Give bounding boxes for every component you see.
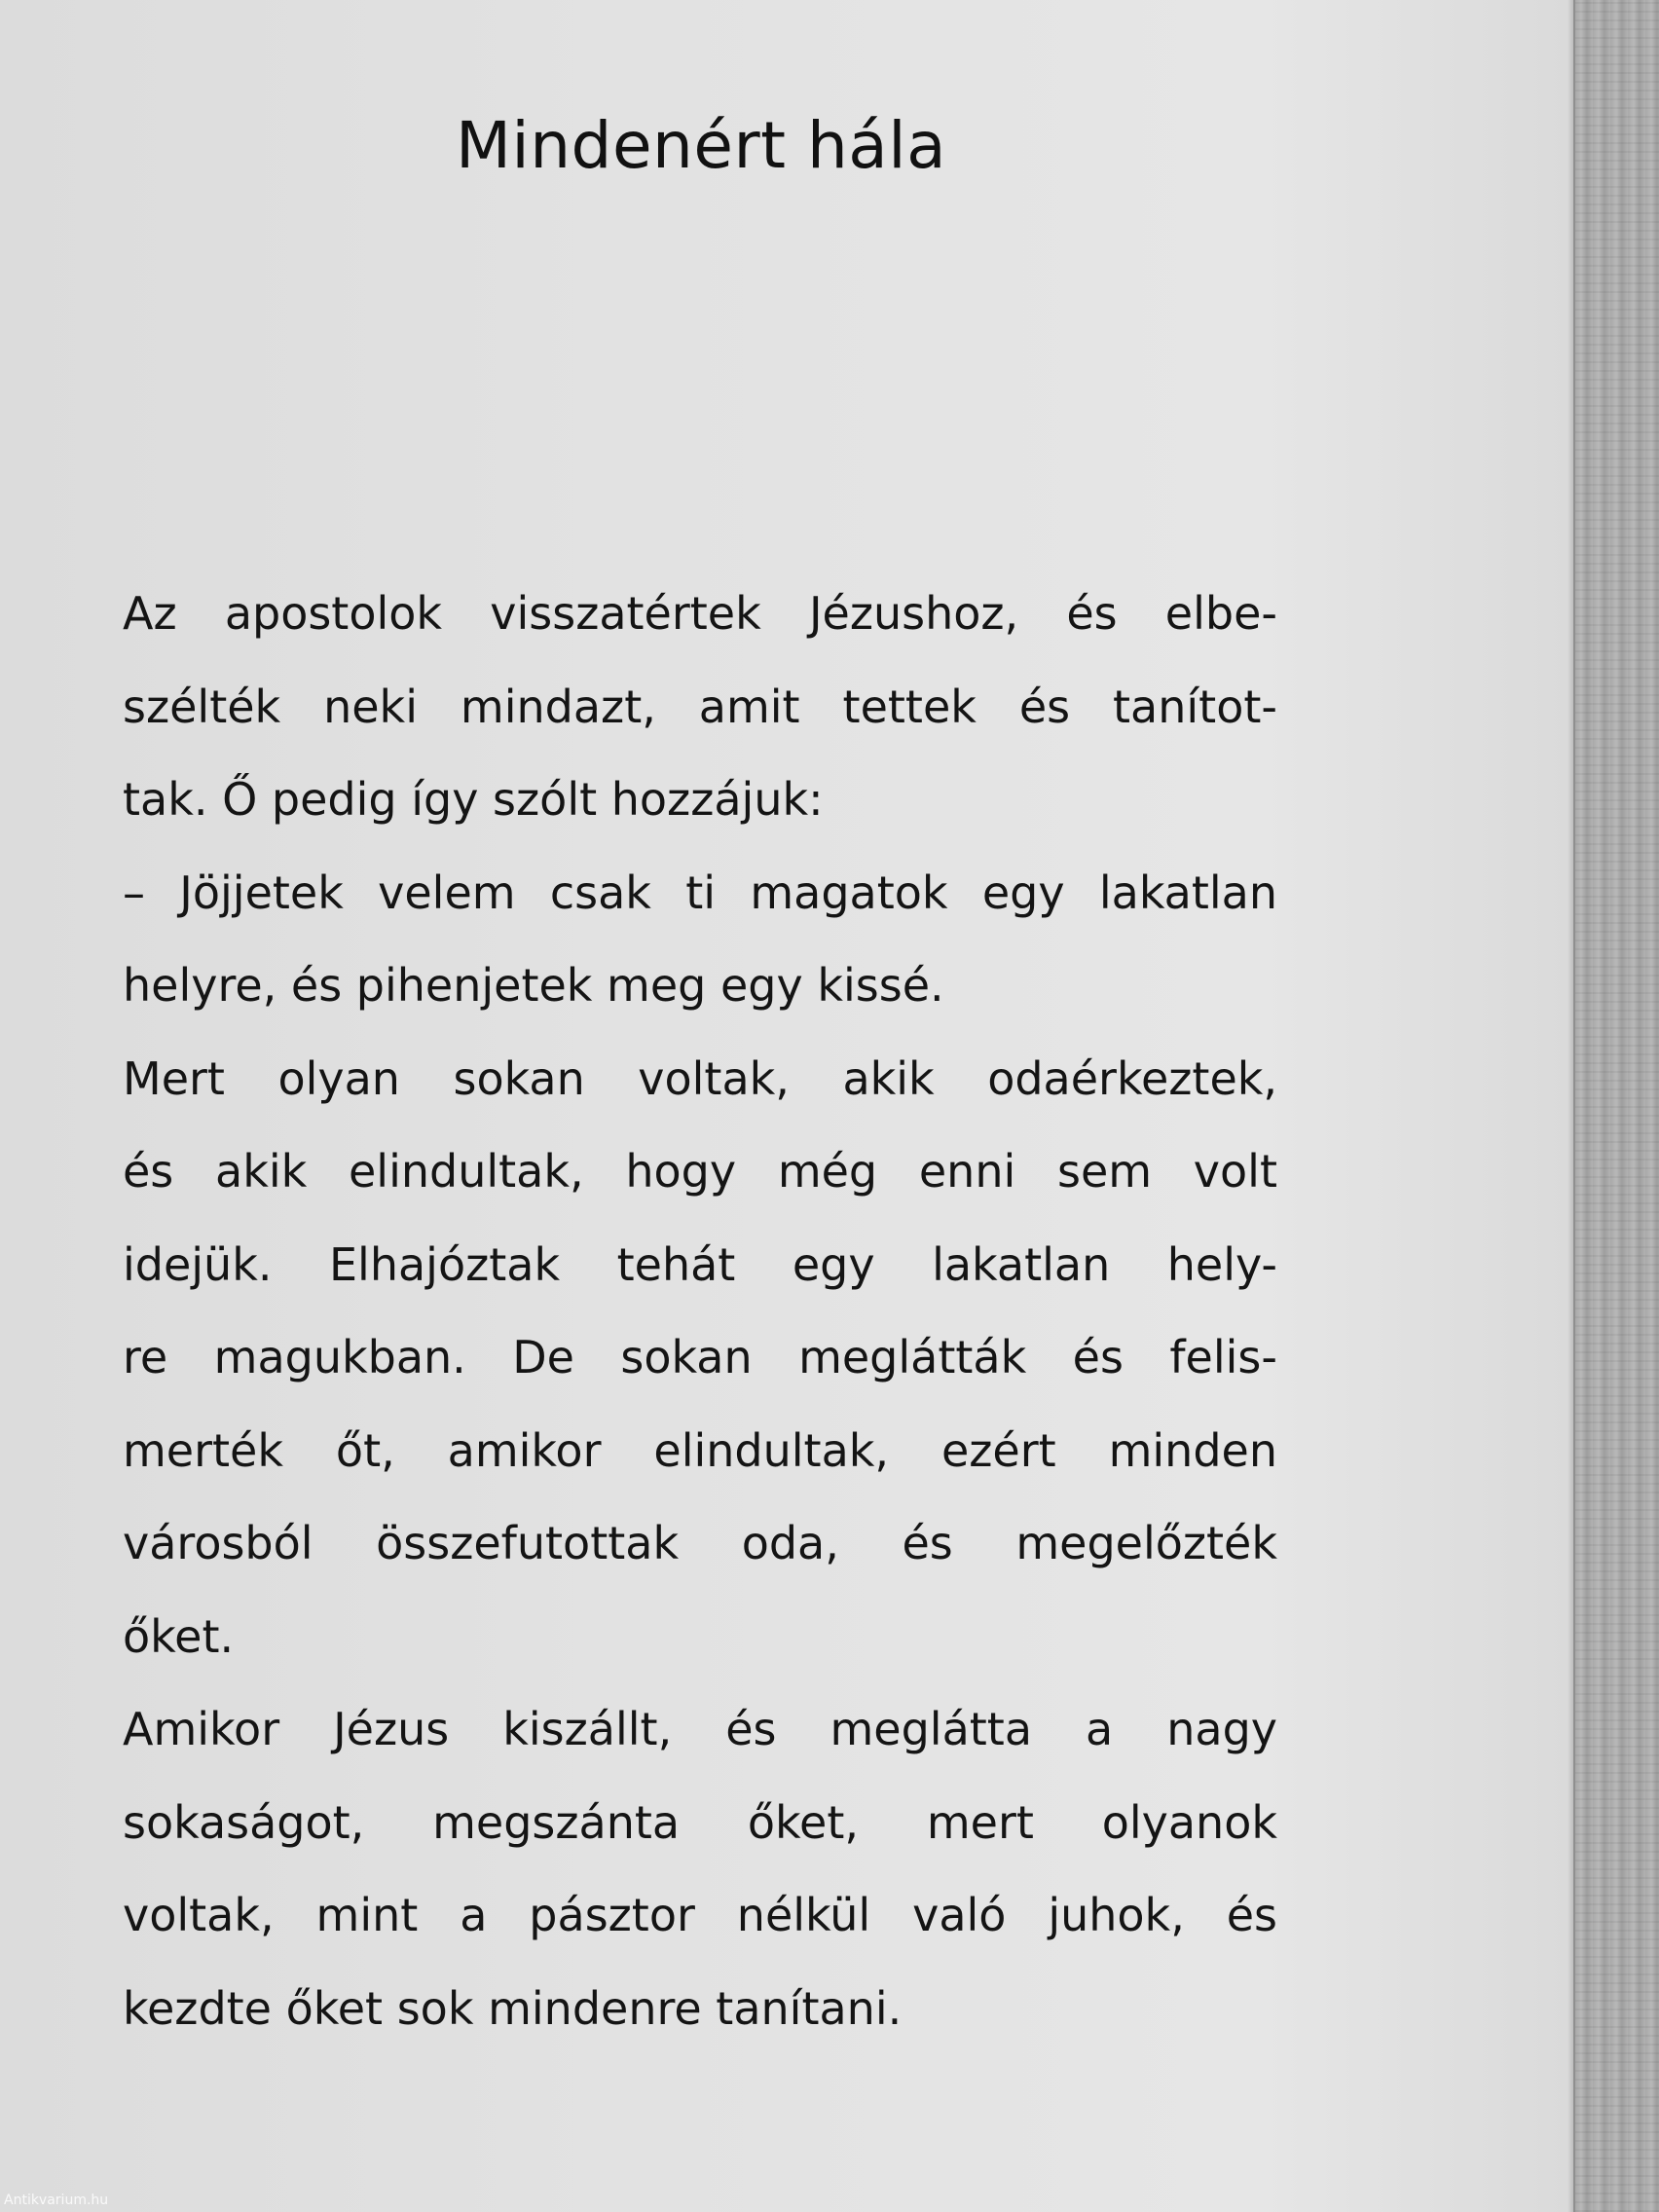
text-line: helyre, és pihenjetek meg egy kissé. [123,959,944,1012]
text-line: Amikor Jézus kiszállt, és meglátta a nagy [123,1703,1277,1755]
book-spine [1573,0,1659,2212]
text-line: merték őt, amikor elindultak, ezért minden [123,1423,1277,1477]
text-line: kezdte őket sok mindenre tanítani. [123,1981,903,2035]
body-text [123,568,1277,2055]
text-line: városból összefutottak oda, és megelőzték [123,1517,1277,1569]
text-line: sokaságot, megszánta őket, mert olyanok [123,1795,1277,1849]
text-line: Mert olyan sokan voltak, akik odaérkeztek, [123,1051,1277,1105]
text-line: idejük. Elhajóztak tehát egy lakatlan hely- [123,1237,1277,1291]
text-line: tak. Ő pedig így szólt hozzájuk: [123,773,824,826]
text-line: voltak, mint a pásztor nélkül való juhok, és [123,1889,1277,1941]
text-line: Az apostolok visszatértek Jézushoz, és elbe- [123,587,1277,640]
text-line: és akik elindultak, hogy még enni sem volt [123,1145,1277,1198]
page-title: Mindenért hála [455,108,947,183]
text-line: szélték neki mindazt, amit tettek és tanítot- [123,680,1277,733]
text-line: – Jöjjetek velem csak ti magatok egy lakatlan [123,866,1277,919]
text-line: őket. [123,1609,235,1663]
watermark: Antikvarium.hu [4,2193,109,2208]
text-line: re magukban. De sokan meglátták és felis- [123,1331,1277,1383]
